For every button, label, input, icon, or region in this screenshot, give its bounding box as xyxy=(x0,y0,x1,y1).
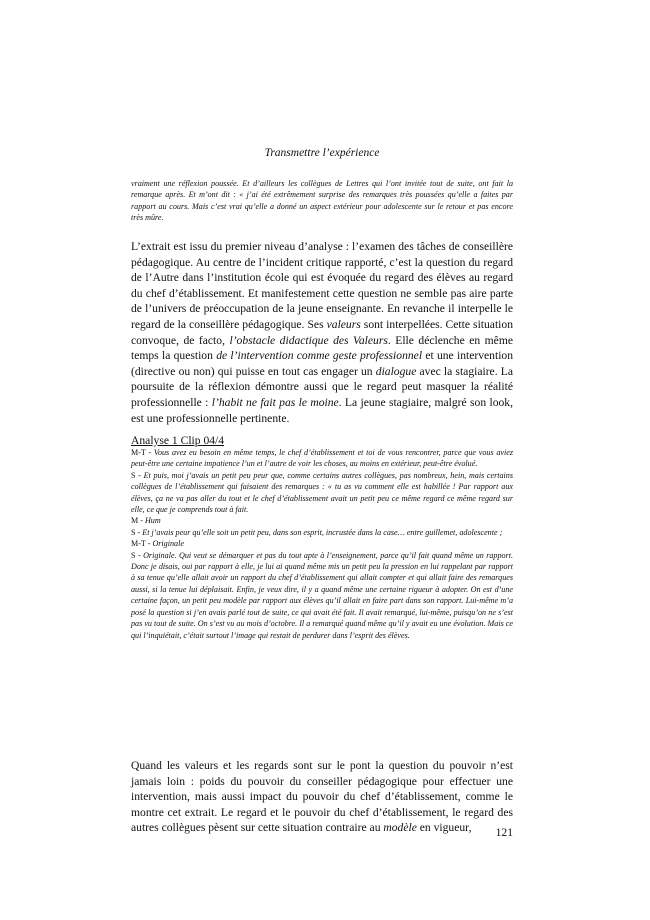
dialog-text: Vous avez eu besoin en même temps, le chef d’établissement et toi de vous rencontrer, parce que vous aviez peut-être une certaine impatience l’un et l’autre de voir les choses, au moins en extérieur, peut-être évolué. xyxy=(131,448,513,469)
emphasis-dialogue: dialogue xyxy=(375,364,417,378)
dialog-line xyxy=(131,538,513,549)
dialog-text: Originale. Qui veut se démarquer et pas du tout apte à l’enseignement, parce qu’il fait quand même un rapport. Donc je disais, oui par rapport à elle, je lui ai quand même mis un petit peu la pression en lui rappelant par rapport à sa tenue qu’elle allait avoir un rapport du chef d’établissement qui allait compter et qui allait faire des remarques aussi, si la tenue lui déplaisait. Enfin, je veux dire, il y a quand même une certaine rigueur à adopter. On est d’une certaine façon, un petit peu modèle par rapport aux élèves qu’il allait en faire part dans son rapport. Lui-même m’a posé la question si j’en avais parlé tout de suite, ce qui avait été fait. Il avait remarqué, lui-même, puisqu’on ne s’est pas vu tout de suite. On s’est vu au mois d’octobre. Il a remarqué quand même qu’il y avait eu une évolution. Mais ce qui l’inquiétait, c’était surtout l’image qui restait de perdurer dans l’esprit des élèves. xyxy=(131,550,513,640)
dialog-speaker: M-T - xyxy=(131,448,154,457)
paragraph2-text-1: Quand les valeurs et les regards sont sur le pont la question du pouvoir n’est jamais loin : poids du pouvoir du conseiller pédagogique pour effectuer une intervention, mais aussi impact du pouvoir du chef d’établissement, comme le montre cet extrait. Le regard et le pouvoir du chef d’établissement, le regard des autres collègues pèsent sur cette situation contraire au xyxy=(131,759,513,835)
dialog-line xyxy=(131,470,513,516)
paragraph-analysis xyxy=(131,239,513,426)
dialog-text: Et j’avais peur qu’elle soit un petit peu, dans son esprit, incrustée dans la case… entre guillemet, adolescente ; xyxy=(142,527,503,537)
dialog-speaker: M - xyxy=(131,516,145,526)
dialog-speaker: S - xyxy=(131,550,144,560)
dialog-text: Et puis, moi j’avais un petit peu peur que, comme certains autres collègues, pas nombreux, hein, mais certains collègues de l’établissement qui faisaient des remarques : « tu as vu comment elle est habillée ! Par rapport aux élèves, ça ne va pas aller du tout et le chef d’établissement avait un petit peu ce même regard ce même regard sur elle, ce que je comprends tout à fait. xyxy=(131,470,513,515)
dialog-speaker: S - xyxy=(131,470,144,480)
paragraph-pouvoir xyxy=(131,758,513,836)
paragraph1-text-3: . Elle déclenche en même temps la question xyxy=(131,333,513,363)
dialog-line xyxy=(131,550,513,641)
paragraph1-text-1: L’extrait est issu du premier niveau d’analyse : l’examen des tâches de conseillère pédagogique. Au centre de l’incident critique rapporté, c’est la question du regard de l’Autre dans l’institution école qui est évoquée du regard des élèves au regard du chef d’établissement. Et manifestement cette question ne semble pas aire parte de l’univers de préoccupation de la jeune enseignante. En revanche il interpelle le regard de la conseillère pédagogique. Ses xyxy=(131,240,513,331)
page-number: 121 xyxy=(495,826,513,839)
emphasis-habit: l’habit ne fait pas le moine xyxy=(211,395,339,409)
dialog-transcript xyxy=(131,447,513,641)
dialog-speaker: M-T - xyxy=(131,539,153,549)
dialog-line xyxy=(131,515,513,526)
dialog-text: Hum xyxy=(144,516,161,526)
emphasis-valeurs: valeurs xyxy=(326,317,361,331)
paragraph1-text-6: . La jeune stagiaire, malgré son look, est une professionnelle pertinente. xyxy=(131,395,513,425)
dialog-speaker: S - xyxy=(131,527,143,537)
dialog-line xyxy=(131,527,513,538)
emphasis-modele: modèle xyxy=(383,821,417,835)
emphasis-obstacle: l’obstacle didactique des Valeurs xyxy=(229,333,388,347)
paragraph1-text-5: avec la stagiaire. La poursuite de la réflexion démontre aussi que le regard peut masquer la réalité professionnelle : xyxy=(131,364,513,409)
dialog-text: Originale xyxy=(152,539,184,549)
paragraph1-text-2: sont interpellées. Cette situation convoque, de facto, xyxy=(131,317,513,347)
analyse-heading: Analyse 1 Clip 04/4 xyxy=(131,434,225,447)
running-header: Transmettre l’expérience xyxy=(264,147,380,159)
dialog-line xyxy=(131,447,513,470)
emphasis-intervention: de l’intervention comme geste professionnel xyxy=(216,349,423,363)
quote-excerpt: vraiment une réflexion poussée. Et d’ailleurs les collègues de Lettres qui l’ont invitée tout de suite, ont fait la remarque après. Et m’ont dit : « j’ai été extrêmement surprise des remarques très poussées qu’elle a faites par rapport au cours. Mais c’est vrai qu’elle a donné un aspect extérieur pour adolescente sur le retour et pas encore très mûre. xyxy=(131,179,513,223)
paragraph2-text-2: en vigueur, xyxy=(416,821,472,835)
paragraph1-text-4: et une intervention (directive ou non) qui puisse en tout cas engager un xyxy=(131,349,514,378)
